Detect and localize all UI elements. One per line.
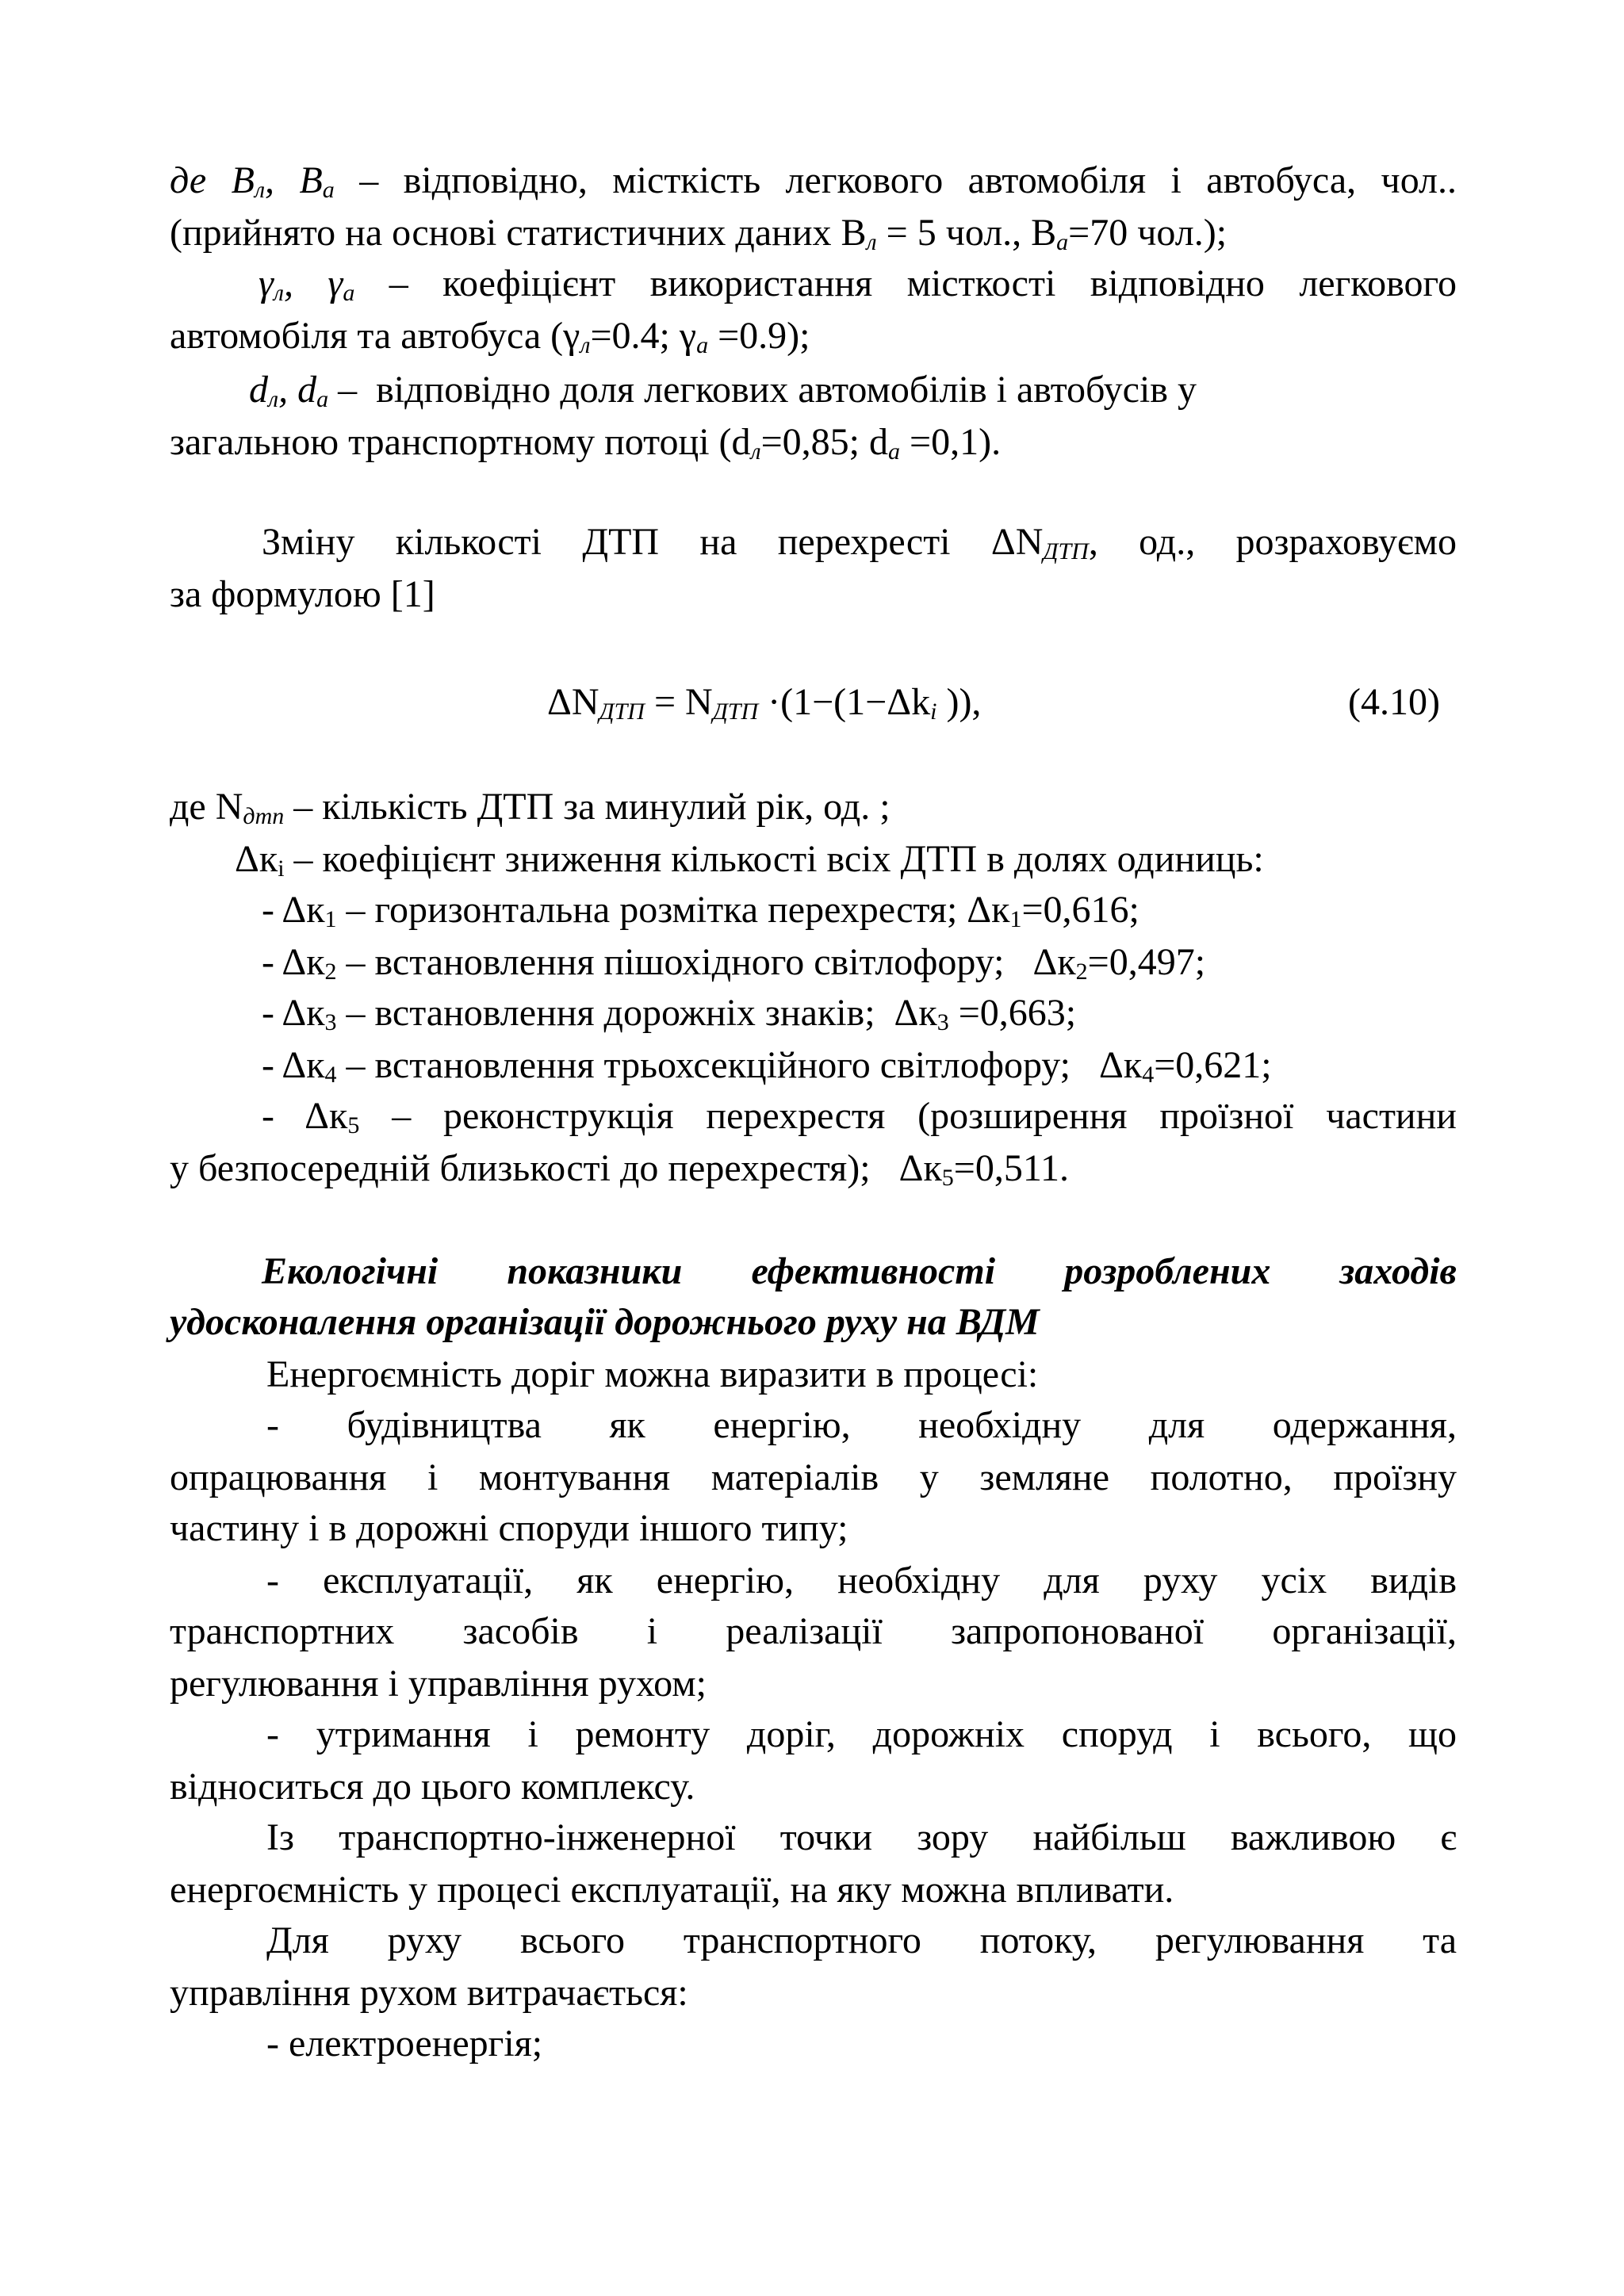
text-line: автомобіля та автобуса ($\gamma_л=0.4$; $\gamma_а =0.9$); bbox=[170, 315, 810, 358]
paragraph-line: Із транспортно-інженерної точки зору найбільш важливою є bbox=[266, 1816, 1457, 1858]
list-item: - $\Delta к_4$ – встановлення трьохсекційного світлофору; $\Delta к_4=0,621$; bbox=[262, 1044, 1272, 1088]
paragraph-line: Для руху всього транспортного потоку, регулювання та bbox=[266, 1919, 1457, 1961]
paragraph-line: опрацювання і монтування матеріалів у земляне полотно, проїзну bbox=[170, 1456, 1457, 1498]
text-line: (прийнято на основі статистичних даних $В_л = 5$ чол., $В_а=70$ чол.); bbox=[170, 212, 1228, 255]
text-line: $d_л$, $d_а$ – відповідно доля легкових автомобілів і автобусів у bbox=[249, 369, 1197, 412]
paragraph-line: - будівництва як енергію, необхідну для одержання, bbox=[266, 1404, 1457, 1446]
section-heading: удосконалення організації дорожнього руху на ВДМ bbox=[170, 1301, 1040, 1343]
paragraph-line: - експлуатації, як енергію, необхідну для руху усіх видів bbox=[266, 1559, 1457, 1601]
paragraph-line: транспортних засобів і реалізації запропонованої організації, bbox=[170, 1610, 1457, 1652]
text-line: загальною транспортному потоці ($d_л=0,85$; $d_а =0,1$). bbox=[170, 421, 1002, 465]
formula: $\Delta N_{ДТП} = N_{ДТП} \cdot(1-(1-\Delta k_i$ )), bbox=[547, 681, 982, 725]
paragraph-line: Енергоємність доріг можна виразити в процесі: bbox=[266, 1353, 1039, 1395]
text-line: де $N_{дтп}$ – кількість ДТП за минулий рік, од. ; bbox=[170, 786, 891, 829]
equation-number: (4.10) bbox=[1348, 681, 1440, 723]
paragraph-line: енергоємність у процесі експлуатації, на яку можна впливати. bbox=[170, 1869, 1174, 1911]
paragraph-line: відноситься до цього комплексу. bbox=[170, 1766, 695, 1808]
list-item: - $\Delta к_1$ – горизонтальна розмітка перехрестя; $\Delta к_1=0,616$; bbox=[262, 889, 1139, 932]
text-line: $\Delta к_і$ – коефіцієнт зниження кількості всіх ДТП в долях одиниць: bbox=[235, 838, 1264, 882]
text-line: де $В_л$, $В_а$ – відповідно, місткість легкового автомобіля і автобуса, чол.. bbox=[170, 159, 1457, 203]
list-item: - $\Delta к_5$ – реконструкція перехрестя (розширення проїзної частини bbox=[262, 1095, 1457, 1138]
paragraph-line: регулювання і управління рухом; bbox=[170, 1663, 707, 1705]
section-heading: Екологічні показники ефективності розроблених заходів bbox=[262, 1250, 1457, 1292]
list-item: - $\Delta к_3$ – встановлення дорожніх знаків; $\Delta к_3 =0,663$; bbox=[262, 992, 1077, 1035]
paragraph-line: - утримання і ремонту доріг, дорожніх споруд і всього, що bbox=[266, 1713, 1457, 1755]
text-line: Зміну кількості ДТП на перехресті $\Delta N_{ДТП}$, од., розраховуємо bbox=[262, 521, 1457, 564]
paragraph-line: управління рухом витрачається: bbox=[170, 1972, 688, 2014]
text-line: $\gamma_л$, $\gamma_а$ – коефіцієнт використання місткості відповідно легкового bbox=[259, 262, 1457, 306]
paragraph-line: частину і в дорожні споруди іншого типу; bbox=[170, 1507, 848, 1549]
text-line: за формулою [1] bbox=[170, 573, 435, 615]
text-line: у безпосередній близькості до перехрестя); $\Delta к_5=0,511$. bbox=[170, 1147, 1070, 1191]
list-item: - $\Delta к_2$ – встановлення пішохідного світлофору; $\Delta к_2=0,497$; bbox=[262, 941, 1206, 985]
list-item: - електроенергія; bbox=[266, 2022, 543, 2064]
